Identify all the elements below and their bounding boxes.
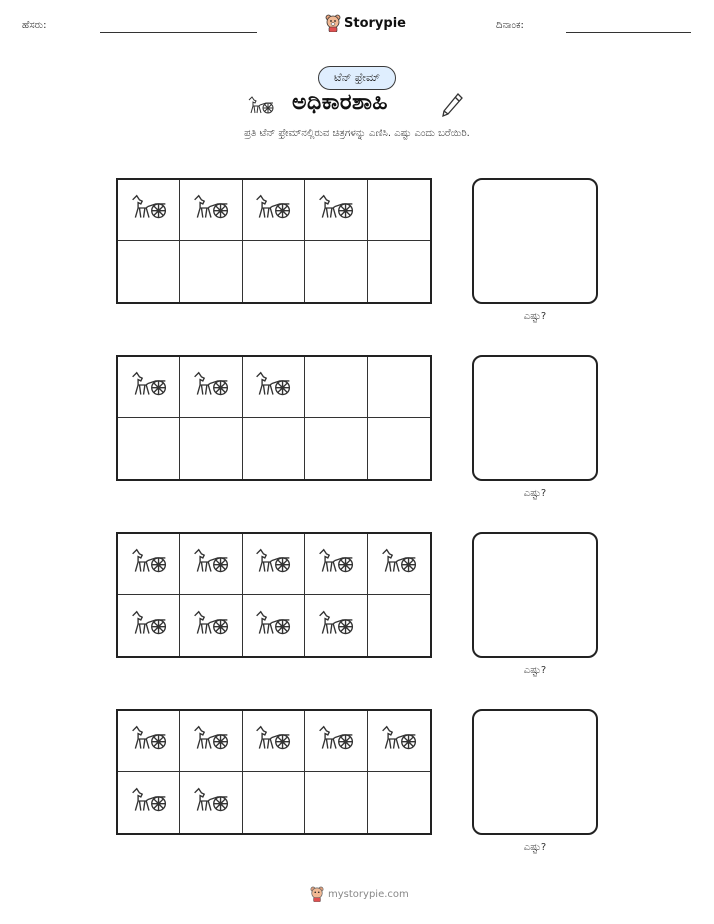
ten-frame-cell: [368, 711, 430, 772]
topic-badge: ಟೆನ್ ಫ್ರೇಮ್: [318, 66, 396, 90]
horse-chariot-icon: [127, 786, 171, 820]
ten-frame-cell: [368, 418, 430, 479]
horse-chariot-icon: [251, 547, 295, 581]
ten-frame-cell: [305, 418, 367, 479]
answer-box[interactable]: [472, 355, 598, 481]
ten-frame-cell: [368, 241, 430, 302]
ten-frame-cell: [180, 711, 242, 772]
how-many-label: ಎಷ್ಟು?: [523, 311, 547, 322]
name-line[interactable]: [100, 32, 257, 33]
ten-frame-cell: [243, 418, 305, 479]
ten-frame-cell: [118, 241, 180, 302]
horse-chariot-icon: [189, 547, 233, 581]
ten-frame-cell: [243, 357, 305, 418]
ten-frame-cell: [180, 595, 242, 656]
horse-chariot-icon: [377, 547, 421, 581]
horse-chariot-icon: [314, 193, 358, 227]
horse-chariot-icon: [246, 95, 276, 117]
horse-chariot-icon: [127, 547, 171, 581]
horse-chariot-icon: [127, 609, 171, 643]
name-label: ಹೆಸರು:: [22, 20, 47, 31]
how-many-label: ಎಷ್ಟು?: [523, 665, 547, 676]
horse-chariot-icon: [251, 370, 295, 404]
ten-frame-cell: [305, 357, 367, 418]
ten-frame-cell: [118, 418, 180, 479]
ten-frame-cell: [180, 534, 242, 595]
page-title: ಅಧಿಕಾರಶಾಹಿ: [292, 90, 388, 115]
horse-chariot-icon: [127, 193, 171, 227]
ten-frame-cell: [305, 772, 367, 833]
horse-chariot-icon: [189, 193, 233, 227]
answer-box[interactable]: [472, 178, 598, 304]
ten-frame: [116, 355, 432, 481]
horse-chariot-icon: [127, 724, 171, 758]
ten-frame-cell: [180, 357, 242, 418]
bear-icon: [325, 14, 341, 32]
horse-chariot-icon: [251, 609, 295, 643]
ten-frame-cell: [305, 241, 367, 302]
ten-frame-cell: [305, 711, 367, 772]
how-many-label: ಎಷ್ಟು?: [523, 842, 547, 853]
horse-chariot-icon: [251, 193, 295, 227]
brand-name: Storypie: [344, 15, 406, 31]
ten-frame-cell: [305, 595, 367, 656]
ten-frame-cell: [118, 711, 180, 772]
horse-chariot-icon: [189, 609, 233, 643]
ten-frame: [116, 178, 432, 304]
ten-frame-cell: [180, 180, 242, 241]
pencil-icon: [440, 92, 464, 120]
ten-frame-cell: [368, 534, 430, 595]
instruction-text: ಪ್ರತಿ ಟೆನ್ ಫ್ರೇಮ್‌ನಲ್ಲಿರುವ ಚಿತ್ರಗಳನ್ನು ಎಣಿಸಿ. ಎಷ್ಟು ಎಂದು ಬರೆಯಿರಿ.: [244, 128, 470, 139]
ten-frame-cell: [305, 534, 367, 595]
ten-frame-cell: [243, 711, 305, 772]
ten-frame-cell: [180, 772, 242, 833]
brand-logo: [325, 14, 406, 32]
footer-url: mystorypie.com: [328, 888, 409, 900]
footer: [310, 886, 409, 902]
ten-frame: [116, 709, 432, 835]
ten-frame-cell: [243, 595, 305, 656]
ten-frame-cell: [368, 595, 430, 656]
horse-chariot-icon: [314, 547, 358, 581]
horse-chariot-icon: [314, 609, 358, 643]
horse-chariot-icon: [314, 724, 358, 758]
answer-box[interactable]: [472, 709, 598, 835]
ten-frame-cell: [243, 772, 305, 833]
ten-frame: [116, 532, 432, 658]
horse-chariot-icon: [127, 370, 171, 404]
date-label: ದಿನಾಂಕ:: [496, 20, 524, 31]
horse-chariot-icon: [251, 724, 295, 758]
ten-frame-cell: [368, 357, 430, 418]
ten-frame-cell: [305, 180, 367, 241]
ten-frame-cell: [243, 534, 305, 595]
answer-box[interactable]: [472, 532, 598, 658]
ten-frame-cell: [118, 180, 180, 241]
horse-chariot-icon: [189, 786, 233, 820]
bear-icon: [310, 886, 324, 902]
ten-frame-cell: [118, 534, 180, 595]
ten-frame-cell: [118, 357, 180, 418]
ten-frame-cell: [368, 772, 430, 833]
ten-frame-cell: [180, 241, 242, 302]
ten-frame-cell: [118, 595, 180, 656]
ten-frame-cell: [118, 772, 180, 833]
date-line[interactable]: [566, 32, 691, 33]
how-many-label: ಎಷ್ಟು?: [523, 488, 547, 499]
ten-frame-cell: [180, 418, 242, 479]
ten-frame-cell: [243, 180, 305, 241]
horse-chariot-icon: [189, 724, 233, 758]
horse-chariot-icon: [189, 370, 233, 404]
ten-frame-cell: [243, 241, 305, 302]
horse-chariot-icon: [377, 724, 421, 758]
ten-frame-cell: [368, 180, 430, 241]
